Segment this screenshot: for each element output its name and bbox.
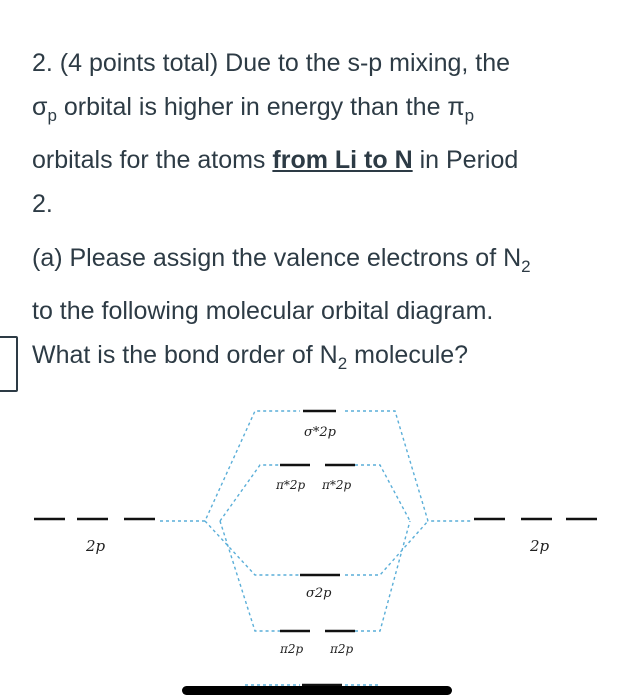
sigma-subscript: p: [47, 106, 57, 125]
side-panel-tab[interactable]: [0, 336, 18, 392]
pi-subscript: p: [464, 106, 475, 125]
question-line-3-end: in Period: [412, 146, 519, 174]
emphasis-underlined: from Li to N: [272, 146, 413, 174]
part-a-line-2: to the following molecular orbital diagram.: [32, 297, 494, 325]
part-a-text: [32, 236, 602, 386]
left-atom-label: 2p: [86, 537, 106, 555]
question-text: [32, 41, 602, 226]
question-line-3: orbitals for the atoms: [32, 146, 273, 174]
pi-star-2p-label-1: π*2p: [276, 478, 306, 492]
right-atom-label: 2p: [530, 537, 550, 555]
question-line-1: 2. (4 points total) Due to the s-p mixing, the: [32, 49, 511, 77]
part-a-line-1: (a) Please assign the valence electrons of N: [32, 244, 522, 272]
home-indicator-bar[interactable]: [182, 686, 452, 695]
pi-star-2p-label-2: π*2p: [322, 478, 352, 492]
lower-correlation-lines: [205, 521, 428, 685]
n2-subscript: 2: [521, 257, 531, 276]
n2-subscript-2: 2: [337, 354, 348, 373]
part-a-line-3: What is the bond order of N: [32, 341, 338, 369]
sigma-2p-label: σ2p: [306, 586, 332, 601]
pi-2p-label-2: π2p: [330, 642, 354, 656]
part-a-line-3-end: molecule?: [347, 341, 469, 369]
sigma-star-2p-label: σ*2p: [304, 425, 336, 440]
pi-symbol: π: [447, 93, 465, 121]
molecular-orbital-diagram: [0, 395, 632, 700]
pi-2p-label-1: π2p: [280, 642, 304, 656]
sigma-symbol: σ: [32, 93, 48, 121]
question-line-2: orbital is higher in energy than the: [56, 93, 448, 121]
question-line-4: 2.: [32, 190, 53, 218]
